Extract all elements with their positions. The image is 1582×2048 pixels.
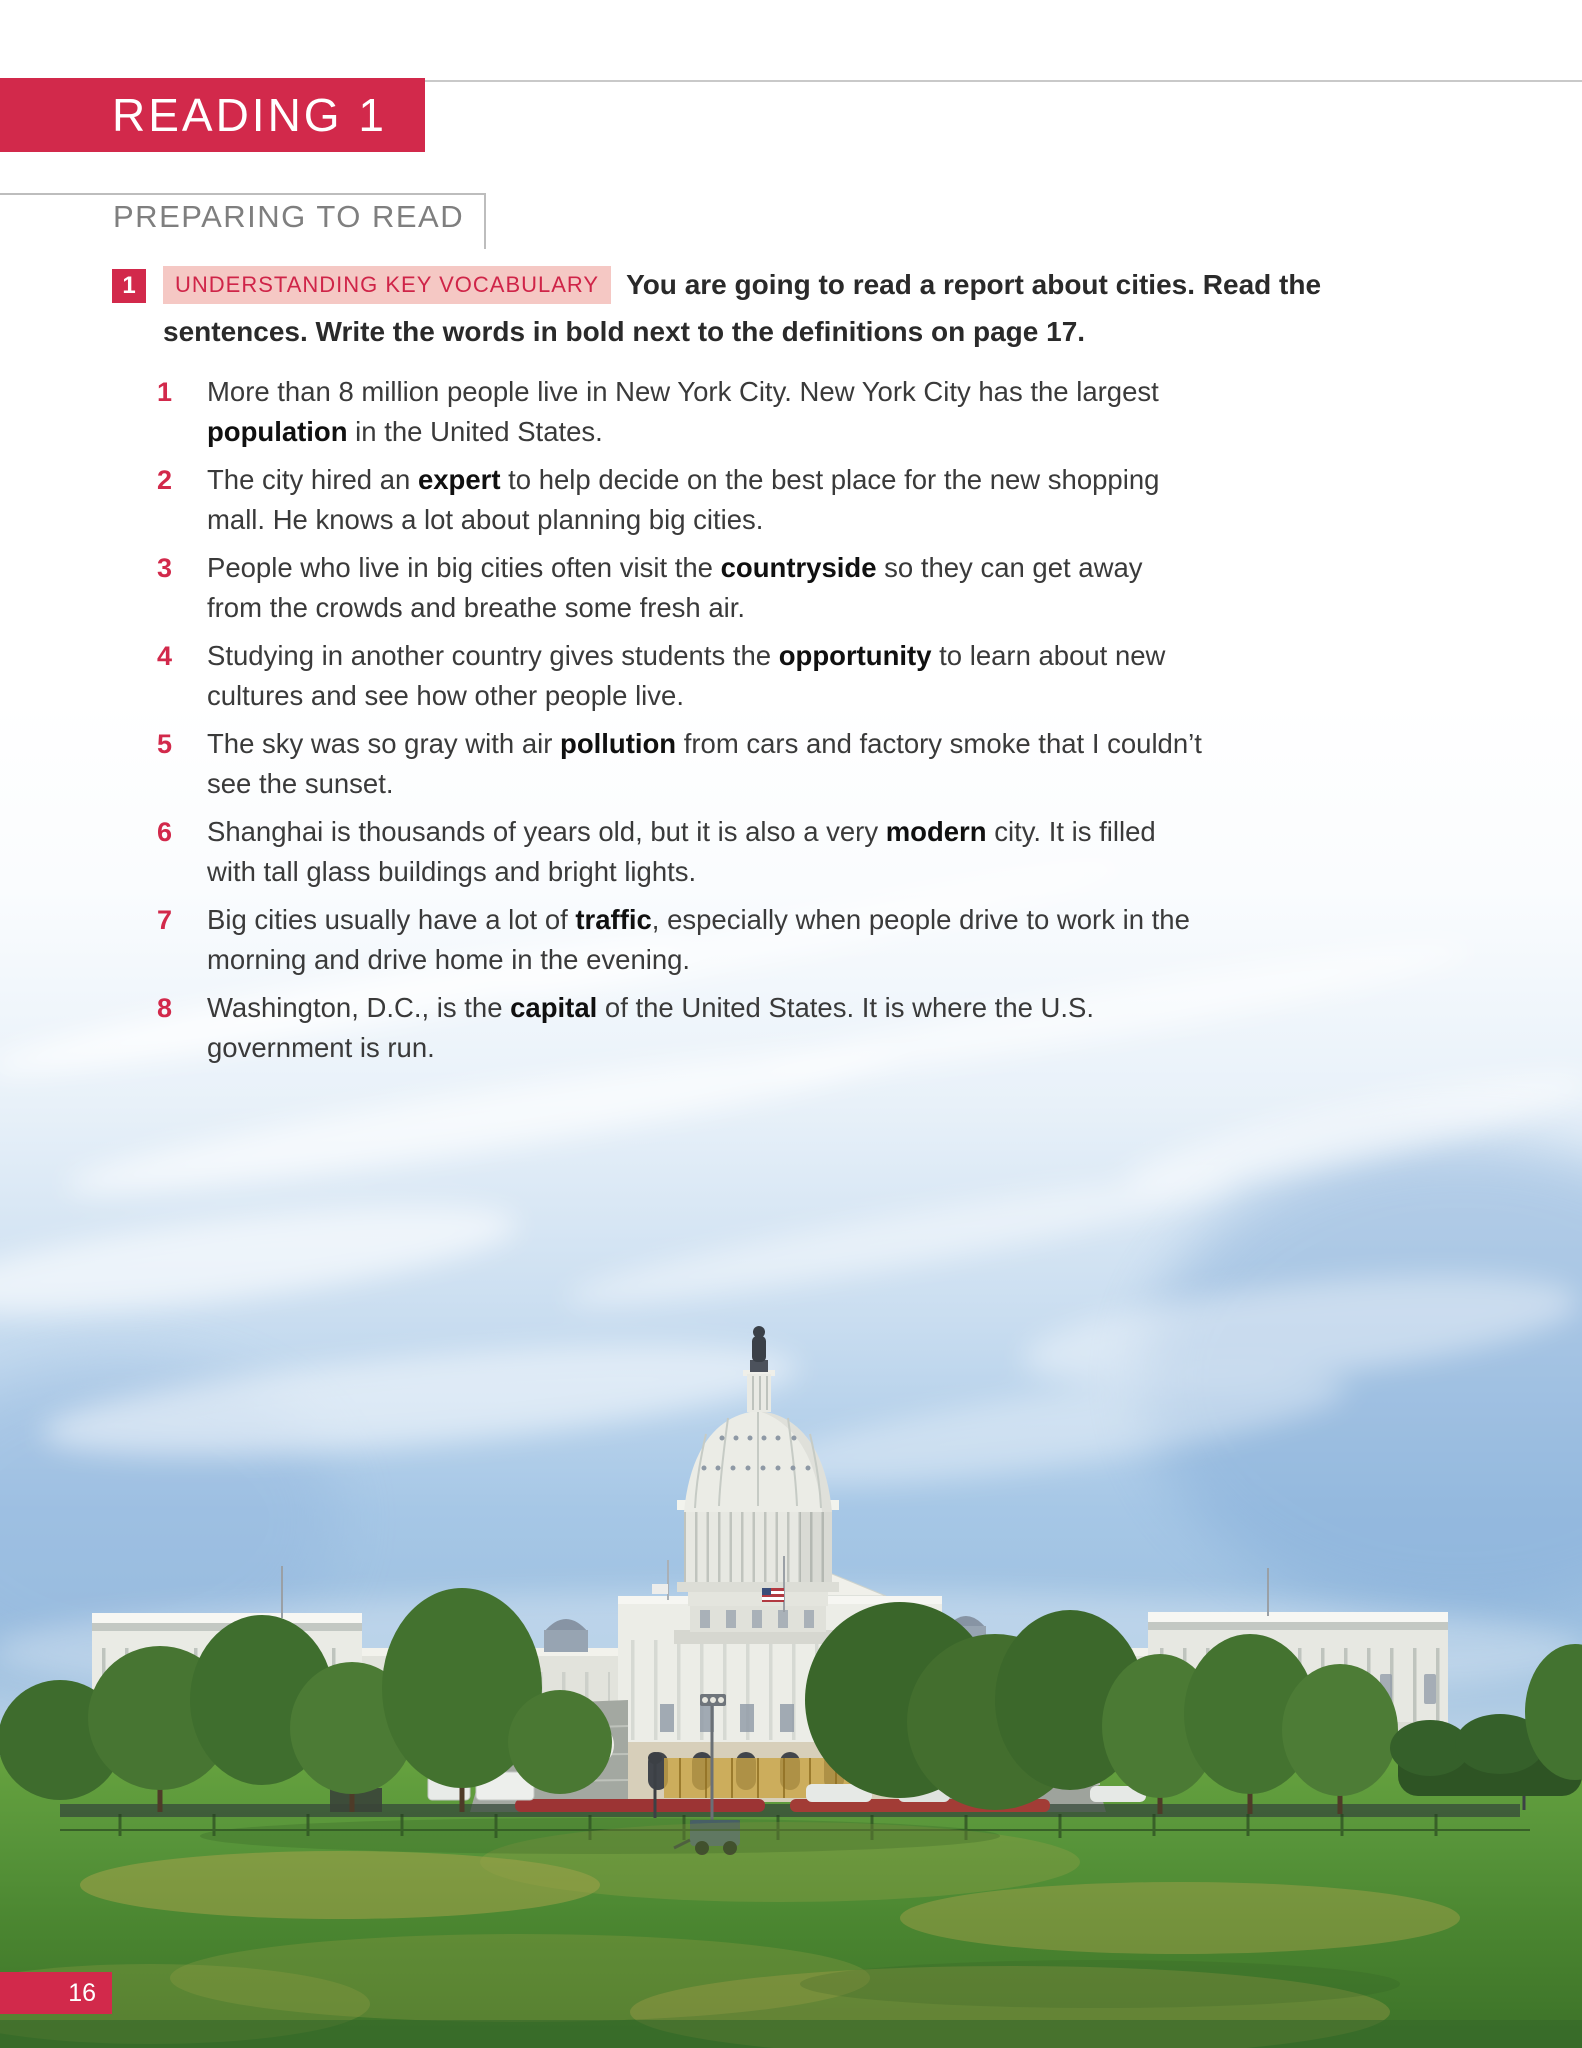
vocab-item [0,724,1582,804]
item-number: 4 [157,641,173,671]
item-text [207,548,1582,628]
item-text-line: Big cities usually have a lot of traffic, especially when people drive to work in the [207,904,1190,935]
vocab-item [0,548,1582,628]
item-text [207,812,1582,892]
vocab-item [0,988,1582,1068]
item-text-line: People who live in big cities often visit the countryside so they can get away [207,552,1143,583]
item-number: 6 [157,817,173,847]
vocab-item [0,900,1582,980]
page-number: 16 [0,1972,112,2014]
exercise-instruction-line1: You are going to read a report about cities. Read the [626,269,1322,300]
item-number: 2 [157,465,173,495]
exercise-number-badge: 1 [112,269,146,303]
item-text-line: cultures and see how other people live. [207,680,684,711]
item-text-line: More than 8 million people live in New York City. New York City has the largest [207,376,1159,407]
subsection-rule-top [0,193,484,195]
item-text [207,636,1582,716]
item-text-line: government is run. [207,1032,435,1063]
statue-of-freedom [752,1326,766,1362]
item-number: 3 [157,553,173,583]
item-text-line: morning and drive home in the evening. [207,944,691,975]
item-text-line: The sky was so gray with air pollution from cars and factory smoke that I couldn’t [207,728,1202,759]
vocab-item [0,636,1582,716]
item-text-line: see the sunset. [207,768,394,799]
item-number: 8 [157,993,173,1023]
item-number: 7 [157,905,173,935]
item-text-line: The city hired an expert to help decide on the best place for the new shopping [207,464,1160,495]
vocab-item [0,372,1582,452]
section-banner [0,78,425,152]
vocabulary-list [0,372,1582,1076]
subsection-title: PREPARING TO READ [113,199,465,234]
item-text [207,900,1582,980]
exercise-skill-label: UNDERSTANDING KEY VOCABULARY [163,266,611,304]
vocab-item [0,812,1582,892]
item-number: 5 [157,729,173,759]
item-text-line: with tall glass buildings and bright lights. [207,856,697,887]
item-number: 1 [157,377,173,407]
item-text-line: population in the United States. [207,416,603,447]
subsection-rule-right [484,193,486,249]
item-text [207,988,1582,1068]
item-text-line: Washington, D.C., is the capital of the United States. It is where the U.S. [207,992,1095,1023]
exercise-instruction-line2: sentences. Write the words in bold next to the definitions on page 17. [163,316,1086,347]
item-text-line: mall. He knows a lot about planning big cities. [207,504,764,535]
section-banner-label: READING 1 [112,89,387,141]
item-text [207,724,1582,804]
item-text-line: Shanghai is thousands of years old, but it is also a very modern city. It is filled [207,816,1156,847]
item-text [207,460,1582,540]
item-text [207,372,1582,452]
vocab-item [0,460,1582,540]
header-rule [425,80,1582,82]
exercise-heading [163,266,1321,304]
item-text-line: Studying in another country gives students the opportunity to learn about new [207,640,1166,671]
item-text-line: from the crowds and breathe some fresh air. [207,592,746,623]
